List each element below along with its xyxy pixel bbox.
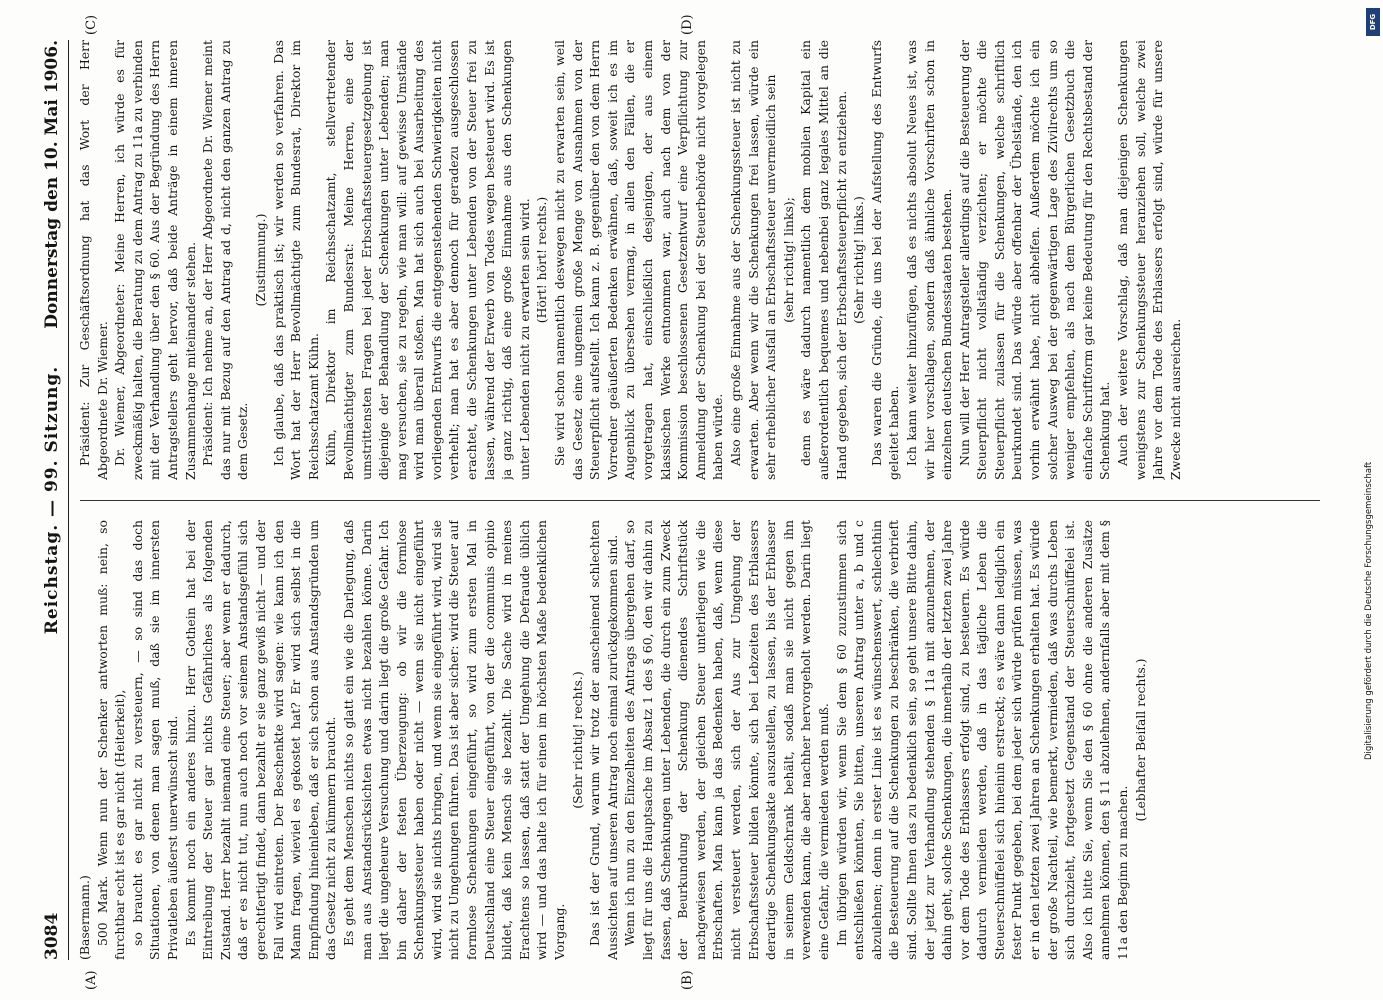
- paragraph: Präsident: Zur Geschäftsordnung hat das Wort der Herr Abgeordnete Dr. Wiemer.: [77, 40, 110, 480]
- page-number: 3084: [42, 912, 62, 960]
- paragraph: Wenn ich nun zu den Einzelheiten des Antrags übergehen darf, so liegt für uns die Hauptsache im Absatz 1 des § 60, den wir dahin zu fassen, daß Schenkungen unter Lebenden, die durch ein zum Zweck der Beurkundung der Schenkung dienendes Schriftstück nachgewiesen werden, der gleichen Steuer unterliegen wie die Erbschaften. Man kann ja das Bedenken haben, daß, wenn diese nicht versteuert werden, sich der Aus zur Umgehung der Erbschaftssteuer bilden könnte, sich bei Lebzeiten des Erblassers derartige Schenkungsakte auszustellen, zu lassen, bis der Erblasser in seinem Geldschrank behält, sodaß man sie nicht gegen ihn verwenden kann, die aber nachher hervorgeholt werden. Darin liegt eine Gefahr, die vermieden werden muß.: [622, 520, 831, 960]
- paragraph: (Sehr richtig! links.): [851, 196, 867, 324]
- paragraph: (Basermann.): [77, 875, 92, 960]
- paragraph: Also eine große Einnahme aus der Schenkungssteuer ist nicht zu erwarten. Aber wenn wir die Schenkungen frei lassen, würde ein sehr erheblicher Ausfall an Erbschaftssteuer unvermeidlich sein: [727, 40, 779, 480]
- paragraph: Präsident: Ich nehme an, der Herr Abgeordnete Dr. Wiemer meint das nur mit Bezug auf den Antrag ad d, nicht den ganzen Antrag zu dem Gesetz.: [200, 40, 251, 480]
- paragraph: (Zustimmung.): [252, 213, 268, 307]
- paragraph: (Hört! hört! rechts.): [534, 196, 550, 324]
- session-title: Reichstag. — 99. Sitzung.: [42, 365, 62, 635]
- margin-marker-d: (D): [680, 14, 695, 35]
- paragraph: Ich glaube, daß das praktisch ist; wir werden so verfahren. Das Wort hat der Herr Bevollmächtigte zum Bundesrat, Direktor im Reichsschatzamt Kühn.: [270, 40, 321, 480]
- page-header: [40, 40, 69, 960]
- digitization-credit: Digitalisierung gefördert durch die Deutsche Forschungsgemeinschaft: [1364, 461, 1374, 760]
- dfg-logo-icon: DFG: [1366, 8, 1380, 36]
- paragraph: Es kommt noch ein anderes hinzu. Herr Gothein hat bei der Eintreibung der Steuer gar nichts Gefährliches als folgenden Zustand. Herr bezahlt niemand eine Steuer; aber wenn er dadurch, daß er es nicht tut, nun auch noch vor seinem Anstandsgefühl sich gerechtfertigt findet, dann bezahlt er sie ganz gewiß nicht — und der Fall wird eintreten. Der Beschenkte wird sagen: wie kann ich den Mann fragen, wieviel es gekostet hat? Er wird sich selbst in die Empfindung hineinleben, daß er sich schon aus Anstandsgründen um das Gesetz nicht zu kümmern braucht.: [182, 520, 339, 960]
- paragraph: Kühn, Direktor im Reichsschatzamt, stellvertretender Bevollmächtigter zum Bundesrat: Meine Herren, eine der umstrittensten Fragen bei jeder Erbschaftssteuergesetzgebung ist diejenige der Behandlung der Schenkungen unter Lebenden; man mag versuchen, sie zu regeln, wie man will: auf gewisse Umstände wird man überall stoßen. Man hat sich auch bei Ausarbeitung des vorliegenden Entwurfs die entgegenstehenden Schwierigkeiten nicht verhehlt; man hat es aber dennoch für geradezu ausgeschlossen erachtet, die Schenkungen unter Lebenden von der Steuer frei zu lassen, während der Erwerb von Todes wegen besteuert wird. Es ist ja ganz richtig, daß eine große Einnahme aus den Schenkungen unter Lebenden nicht zu erwarten sein wird.: [323, 40, 532, 480]
- paragraph: Nun will der Herr Antragsteller allerdings auf die Besteuerung der Steuerpflicht nicht vollständig verzichten; er möchte die Steuerpflicht zulassen für die Schenkungen, welche schriftlich beurkundet sind. Das würde aber offenbar der Übelstände, den ich vorhin erwähnt habe, nicht abhelfen. Außerdem möchte ich ein solcher Ausweg bei der gegenwärtigen Lage des Zivilrechts um so weniger empfehlen, als nach dem Bürgerlichen Gesetzbuch die einfache Schriftform gar keine Bedeutung für den Rechtsbestand der Schenkung hat.: [956, 40, 1113, 480]
- paragraph: Dr. Wiemer, Abgeordneter: Meine Herren, ich würde es für zweckmäßig halten, die Beratung zu dem Antrag zu 11a zu verbinden mit der Verhandlung über den § 60. Aus der Begründung des Herrn Antragstellers geht hervor, daß beide Anträge in einem inneren Zusammenhange miteinander stehen.: [112, 40, 198, 480]
- paragraph: Das ist der Grund, warum wir trotz der anscheinend schlechten Aussichten auf unseren Antrag noch einmal zurückgekommen sind.: [587, 520, 620, 960]
- paragraph: denn es wäre dadurch namentlich dem mobilen Kapital ein außerordentlich bequemes und nebenbei ganz legales Mittel an die Hand gegeben, sich der Erbschaftssteuerpflicht zu entziehen.: [798, 40, 849, 480]
- paragraph: (Sehr richtig! rechts.): [569, 671, 585, 809]
- paragraph: Sie wird schon namentlich deswegen nicht zu erwarten sein, weil das Gesetz eine ungemein große Menge von Ausnahmen von der Steuerpflicht aufstellt. Ich kann z. B. gegenüber den von dem Herrn Vorredner geäußerten Bedenken erwähnen, daß, soweit ich es im Augenblick zu übersehen vermag, in allen den Fällen, die er vorgetragen hat, einschließlich desjenigen, der aus einem klassischen Werke entnommen war, auch nach dem von der Kommission beschlossenen Gesetzentwurf eine Verpflichtung zur Anmeldung der Schenkung bei der Steuerbehörde nicht vorgelegen haben würde.: [552, 40, 726, 480]
- paragraph: Auch der weitere Vorschlag, daß man diejenigen Schenkungen wenigstens zur Schenkungssteuer heranziehen soll, welche zwei Jahre vor dem Tode des Erblassers erfolgt sind, würde für unsere Zwecke nicht ausreichen.: [1115, 40, 1183, 480]
- rotated-page: [40, 14, 1340, 990]
- paragraph: 500 Mark. Wenn nun der Schenker antworten muß: nein, so furchtbar echt ist es gar nicht (Heiterkeit),: [94, 520, 128, 960]
- right-column: [76, 40, 1326, 480]
- left-column: [76, 520, 1326, 960]
- paragraph: Ich kann weiter hinzufügen, daß es nichts absolut Neues ist, was wir hier vorschlagen, sondern daß ähnliche Vorschriften schon in einzelnen deutschen Bundesstaaten bestehen.: [903, 40, 955, 480]
- margin-marker-a: (A): [84, 970, 99, 990]
- paragraph: Im übrigen würden wir, wenn Sie dem § 60 zuzustimmen sich entschließen könnten, Sie bitten, unseren Antrag unter a, b und c abzulehnen; denn in erster Linie ist es wünschenswert, schlechthin die Besteuerung auf die Schenkungen zu beschränken, die verbrieft sind. Sollte Ihnen das zu bedenklich sein, so geht unsere Bitte dahin, der jetzt zur Verhandlung stehenden § 11a mit anzunehmen, der dahin geht, solche Schenkungen, die innerhalb der letzten zwei Jahre vor dem Tode des Erblassers erfolgt sind, zu besteuern. Es würde dadurch vermieden werden, daß in das tägliche Leben die Steuerschnüffelei sich hineinin erstreckt; es wäre dann lediglich ein fester Punkt gegeben, bei dem jeder sich würde prüfen müssen, was er in den letzten zwei Jahren an Schenkungen erhalten hat. Es würde der große Nachteil, wie bemerkt, vermieden, daß was durchs Leben sich durchzieht, fortgesetzt Gegenstand der Steuerschnüffelei ist. Also ich bitte Sie, wenn Sie den § 60 ohne die anderen Zusätze annehmen können, den § 11 abzulehnen, andernfalls aber mit dem § 11a den Beginn zu machen.: [833, 520, 1131, 960]
- column-divider: [80, 500, 1320, 501]
- paragraph: so braucht es gar nicht zu versteuern, — so sind das doch Situationen, von denen man sagen muß, daß sie im innersten Privatleben äußerst unerwünscht sind.: [129, 520, 180, 960]
- margin-marker-b: (B): [680, 970, 695, 990]
- paragraph: Das waren die Gründe, die uns bei der Aufstellung des Entwurfs geleitet haben.: [868, 40, 902, 480]
- session-date: Donnerstag den 10. Mai 1906.: [42, 40, 62, 329]
- paragraph: (Lebhafter Beifall rechts.): [1132, 658, 1148, 822]
- margin-marker-c: (C): [84, 14, 99, 35]
- paragraph: (sehr richtig! links);: [780, 197, 796, 323]
- paragraph: Es geht dem Menschen nichts so glatt ein wie die Darlegung, daß man aus Anstandsrücksichten etwas nicht bezahlen könne. Darin liegt die ungeheure Versuchung und darin liegt die große Gefahr. Ich bin daher der festen Überzeugung: ob wir die formlose Schenkungssteuer haben oder nicht — wenn sie nicht eingeführt wird, wird sie nichts bringen, und wenn sie eingeführt wird, wird sie nicht zu Umgehungen führen. Das ist aber sicher: wird die Steuer auf formlose Schenkungen eingeführt, so wird zum ersten Mal in Deutschland eine Steuer eingeführt, von der die communis opinio bildet, daß kein Mensch sie bezahlt. Die Sache wird in meines Erachtens so lassen, daß statt der Umgehung die Defraude üblich wird — und das halte ich für einen im höchsten Maße bedenklichen Vorgang.: [340, 520, 568, 960]
